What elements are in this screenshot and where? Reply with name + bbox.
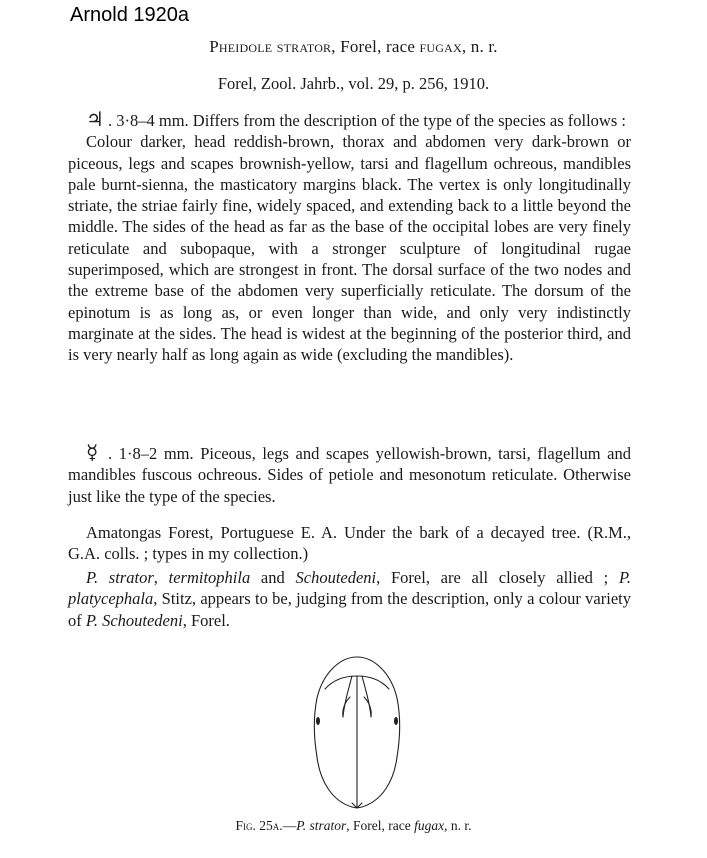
title-suffix: , n. r. [461,37,498,56]
remark-platycephala: P. platycephala [68,568,632,609]
title-author: , Forel, race [331,37,420,56]
caption-race: fugax [414,818,445,833]
frontal-carina-right [362,676,371,717]
major-symbol: ♃ [86,109,104,131]
figure-caption: Fig. 25a.—P. strator, Forel, race fugax, n. r. [235,818,472,833]
caption-species: P. strator [296,818,347,833]
remarks-paragraph: P. strator, termitophila and Schoutedeni, Forel, are all closely allied ; P. platycephala, Stitz, appears to be, judging from the description, only a colour variety of P. Schoutedeni, Forel. [68,568,632,630]
species-name: Pheidole strator [209,37,332,56]
eye-left [316,717,320,725]
caption-fig-number: Fig. 25a. [235,818,283,833]
citation: Forel, Zool. Jahrb., vol. 29, p. 256, 1910. [217,74,490,93]
frontal-carina-left [343,676,352,717]
locality-paragraph: Amatongas Forest, Portuguese E. A. Under the bark of a decayed tree. (R.M., G.A. colls. ; types in my collection.) [68,523,631,564]
major-description [68,110,631,366]
species-title [0,37,707,57]
major-intro-text: . 3·8–4 mm. Differs from the description of the type of the species as follows : [108,111,626,130]
remark-p-schoutedeni: P. Schoutedeni [85,610,183,630]
head-figure [308,653,406,811]
major-intro [68,110,631,131]
page-label: Arnold 1920a [70,4,189,26]
remark-p-strator: P. strator [86,568,154,587]
eye-right [394,717,398,725]
race-name: fugax [419,37,462,56]
worker-intro [68,443,631,507]
worker-text: . 1·8–2 mm. Piceous, legs and scapes yellowish-brown, tarsi, flagellum and mandibles fuscous ochreous. Sides of petiole and mesonotum reticulate. Otherwise just like the type of the species. [68,444,631,506]
major-body: Colour darker, head reddish-brown, thorax and abdomen very dark-brown or piceous, legs and scapes brownish-yellow, tarsi and flagellum ochreous, mandibles pale burnt-sienna, the masticatory margins black. The vertex is only longitudinally striate, the striae fairly fine, widely spaced, and extending back to a little beyond the middle. The sides of the head as far as the base of the occipital lobes are very finely reticulate and subopaque, with a stronger sculpture of longitudinal rugae superimposed, which are strongest in front. The dorsal surface of the two nodes and the extreme base of the abdomen very superficially reticulate. The dorsum of the epinotum is as long as, or even longer than wide, and only very indistinctly marginate at the sides. The head is widest at the beginning of the posterior third, and is very nearly half as long again as wide (excluding the mandibles). [68,132,631,365]
worker-description [68,443,631,507]
remark-termitophila: termitophila [168,568,251,587]
remark-schoutedeni: Schoutedeni [295,568,377,587]
worker-symbol: ☿ [86,442,99,464]
